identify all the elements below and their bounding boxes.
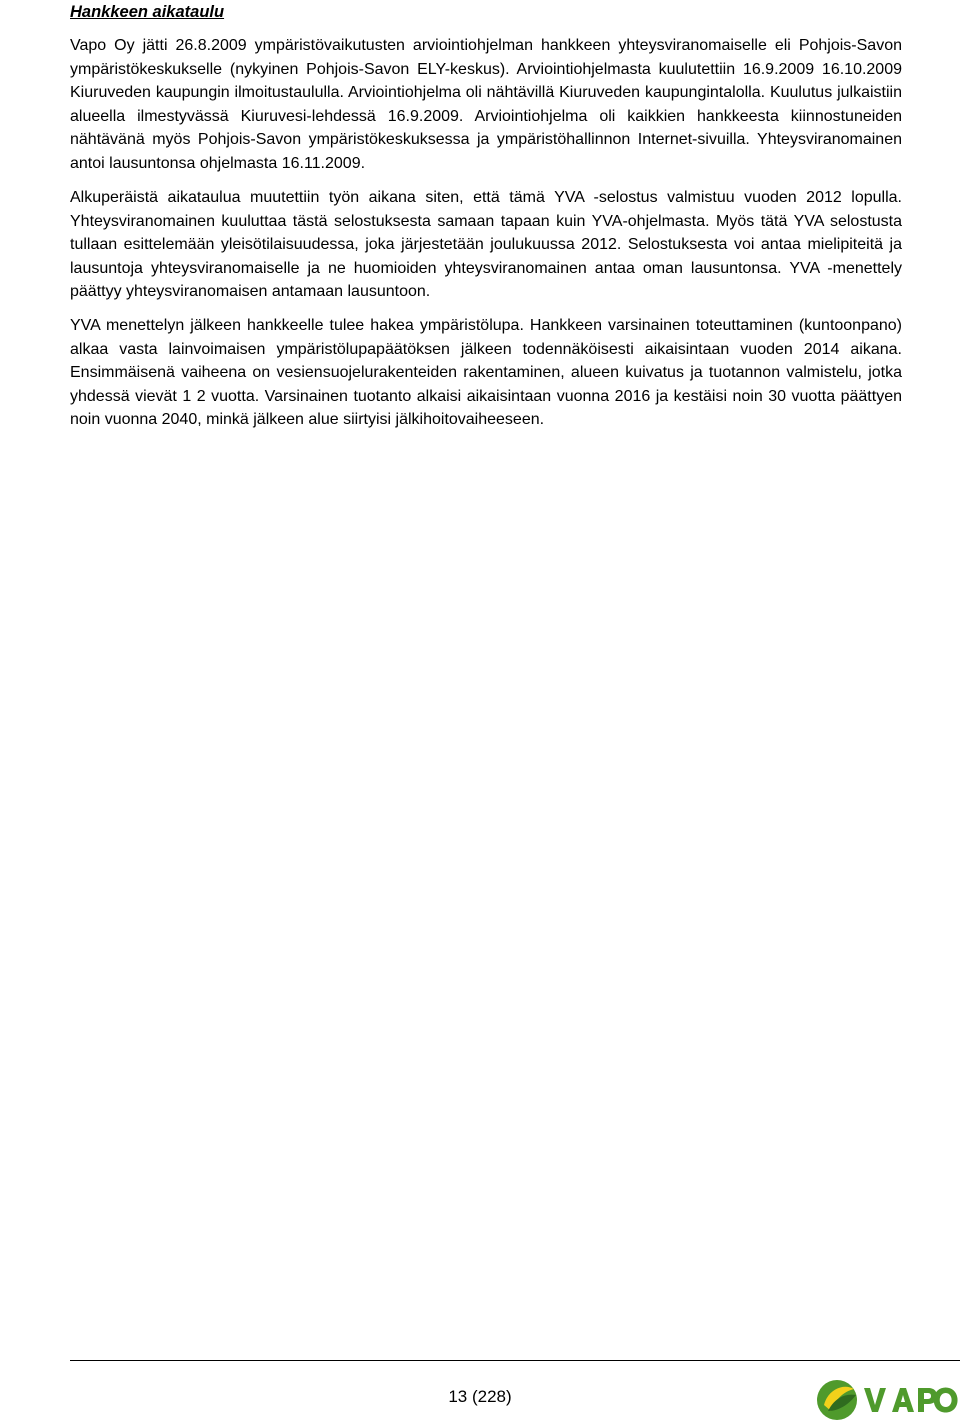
page-number: 13 (228) — [448, 1387, 512, 1406]
footer-divider — [70, 1360, 960, 1361]
paragraph-implementation: YVA menettelyn jälkeen hankkeelle tulee hakea ympäristölupa. Hankkeen varsinainen toteuttaminen (kuntoonpano) alkaa vasta lainvoimaisen ympäristölupapäätöksen jälkeen todennäköisesti aikaisintaan vuoden 2014 aikana. Ensimmäisenä vaiheena on vesiensuojelurakenteiden rakentaminen, alueen kuivatus ja tuotannon valmistelu, jotka yhdessä vievät 1 2 vuotta. Varsinainen tuotanto alkaisi aikaisintaan vuonna 2016 ja kestäisi noin 30 vuotta päättyen noin vuonna 2040, minkä jälkeen alue siirtyisi jälkihoitovaiheeseen. — [70, 317, 902, 428]
section-heading: Hankkeen aikataulu — [70, 3, 225, 21]
vapo-logo — [814, 1375, 960, 1425]
vapo-logo-emblem — [817, 1380, 857, 1420]
vapo-logo-wordmark — [864, 1388, 958, 1413]
paragraph-schedule-change: Alkuperäistä aikataulua muutettiin työn aikana siten, että tämä YVA -selostus valmistuu vuoden 2012 lopulla. Yhteysviranomainen kuuluttaa tästä selostuksesta samaan tapaan kuin YVA-ohjelmasta. Myös tätä YVA selostusta tullaan esittelemään yleisötilaisuudessa, joka järjestetään joulukuussa 2012. Selostuksesta voi antaa mielipiteitä ja lausuntoja yhteysviranomaiselle ja ne huomioiden yhteysviranomainen antaa oman lausuntonsa. YVA -menettely päättyy yhteysviranomaisen antamaan lausuntoon. — [70, 189, 902, 300]
paragraph-application-timeline: Vapo Oy jätti 26.8.2009 ympäristövaikutusten arviointiohjelman hankkeen yhteysviranomaiselle eli Pohjois-Savon ympäristökeskukselle (nykyinen Pohjois-Savon ELY-keskus). Arviointiohjelmasta kuulutettiin 16.9.2009 16.10.2009 Kiuruveden kaupungin ilmoitustaululla. Arviointiohjelma oli nähtävillä Kiuruveden kaupungintalolla. Kuulutus julkaistiin alueella ilmestyvässä Kiuruvesi-lehdessä 16.9.2009. Arviointiohjelma oli kaikkien hankkeesta kiinnostuneiden nähtävänä myös Pohjois-Savon ympäristökeskuksessa ja ympäristöhallinnon Internet-sivuilla. Yhteysviranomainen antoi lausuntonsa ohjelmasta 16.11.2009. — [70, 37, 902, 172]
